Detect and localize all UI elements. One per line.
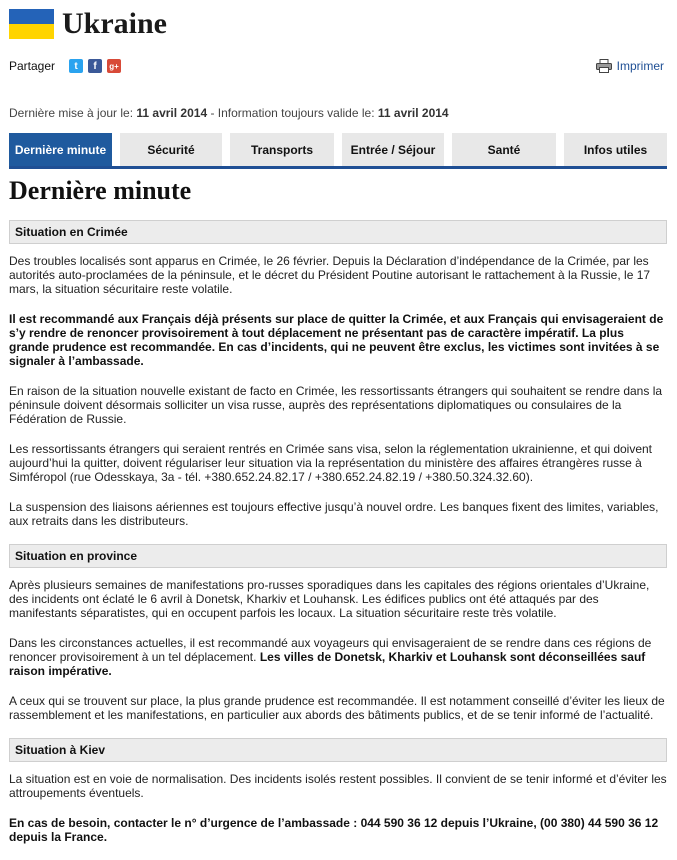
paragraph: Des troubles localisés sont apparus en Crimée, le 26 février. Depuis la Déclaration d’indépendance de la Crimée, par les autorités auto-proclamées de la péninsule, et le décret du Président Poutine autorisant le rattachement à la Russie, le 17 mars, la situation sécuritaire reste volatile. — [9, 254, 651, 296]
paragraph: La suspension des liaisons aériennes est toujours effective jusqu’à nouvel ordre. Les banques fixent des limites, variables, aux retraits dans les distributeurs. — [9, 500, 659, 528]
paragraph-text: Dans les circonstances actuelles, il est recommandé aux voyageurs qui envisageraient de se rendre dans ces régions de renoncer provisoirement à un tel déplacement. — [9, 636, 652, 664]
paragraph: A ceux qui se trouvent sur place, la plus grande prudence est recommandée. Il est notamment conseillé d’éviter les lieux de rassemblement et les manifestations, en particulier aux abords des bâtiments publics, et de se tenir informé de l’actualité. — [9, 694, 665, 722]
tab-derniere-minute[interactable]: Dernière minute — [9, 133, 112, 166]
valid-date: 11 avril 2014 — [377, 106, 449, 120]
section-title-kiev: Situation à Kiev — [9, 738, 667, 762]
update-info — [9, 106, 449, 120]
print-button[interactable] — [596, 59, 664, 73]
page-title: Dernière minute — [9, 176, 192, 205]
main-content — [9, 220, 667, 860]
emergency-contact: En cas de besoin, contacter le n° d’urgence de l’ambassade : 044 590 36 12 depuis l’Ukraine, (00 380) 44 590 36 12 depuis la France. — [9, 816, 659, 844]
update-prefix: Dernière mise à jour le: — [9, 106, 137, 120]
print-label: Imprimer — [616, 59, 664, 73]
update-middle: - Information toujours valide le: — [207, 106, 378, 120]
section-title-province: Situation en province — [9, 544, 667, 568]
section-title-crimee: Situation en Crimée — [9, 220, 667, 244]
tab-sante[interactable]: Santé — [452, 133, 556, 166]
page-header — [9, 6, 167, 42]
tab-transports[interactable]: Transports — [230, 133, 334, 166]
paragraph: Les ressortissants étrangers qui seraient rentrés en Crimée sans visa, selon la réglementation ukrainienne, et qui doivent aujourd’hui la quitter, doivent régulariser leur situation via la représentation du ministère des affaires étrangères russe à Simféropol (rue Odesskaya, 3a - tél. +380.652.24.82.17 / +380.652.24.82.19 / +380.50.324.32.60). — [9, 442, 653, 484]
ukraine-flag-icon — [9, 9, 54, 39]
tab-securite[interactable]: Sécurité — [120, 133, 222, 166]
country-title: Ukraine — [62, 7, 167, 40]
update-date: 11 avril 2014 — [136, 106, 208, 120]
paragraph: La situation est en voie de normalisation. Des incidents isolés restent possibles. Il convient de se tenir informé et d’éviter les attroupements éventuels. — [9, 772, 667, 800]
share-bar — [9, 57, 664, 75]
tab-infos-utiles[interactable]: Infos utiles — [564, 133, 667, 166]
tab-entree-sejour[interactable]: Entrée / Séjour — [342, 133, 444, 166]
paragraph: En raison de la situation nouvelle existant de facto en Crimée, les ressortissants étrangers qui souhaitent se rendre dans la péninsule doivent désormais solliciter un visa russe, auprès des représentations diplomatiques ou consulaires de la Fédération de Russie. — [9, 384, 663, 426]
paragraph-bold-text: Les villes de Donetsk, Kharkiv et Louhansk sont déconseillées sauf raison impérative. — [9, 650, 646, 678]
printer-icon — [596, 59, 612, 73]
share-label: Partager — [9, 59, 56, 73]
facebook-icon[interactable]: f — [88, 59, 102, 73]
paragraph: Après plusieurs semaines de manifestations pro-russes sporadiques dans les capitales des régions orientales d’Ukraine, des incidents ont éclaté le 6 avril à Donetsk, Kharkiv et Louhansk. Les édifices publics ont été attaqués par des manifestants séparatistes, qui en occupent parfois les locaux. La situation sécuritaire reste très volatile. — [9, 578, 650, 620]
paragraph-bold: Il est recommandé aux Français déjà présents sur place de quitter la Crimée, et aux Français qui envisageraient de s’y rendre de renoncer provisoirement à tout déplacement ne présentant pas de caractère impératif. La plus grande prudence est recommandée. En cas d’incidents, qui ne peuvent être exclus, les victimes sont invitées à se signaler à l’ambassade. — [9, 312, 664, 368]
tab-bar — [9, 133, 667, 169]
google-plus-icon[interactable]: g+ — [107, 59, 121, 73]
twitter-icon[interactable]: t — [69, 59, 83, 73]
paragraph — [9, 636, 667, 678]
